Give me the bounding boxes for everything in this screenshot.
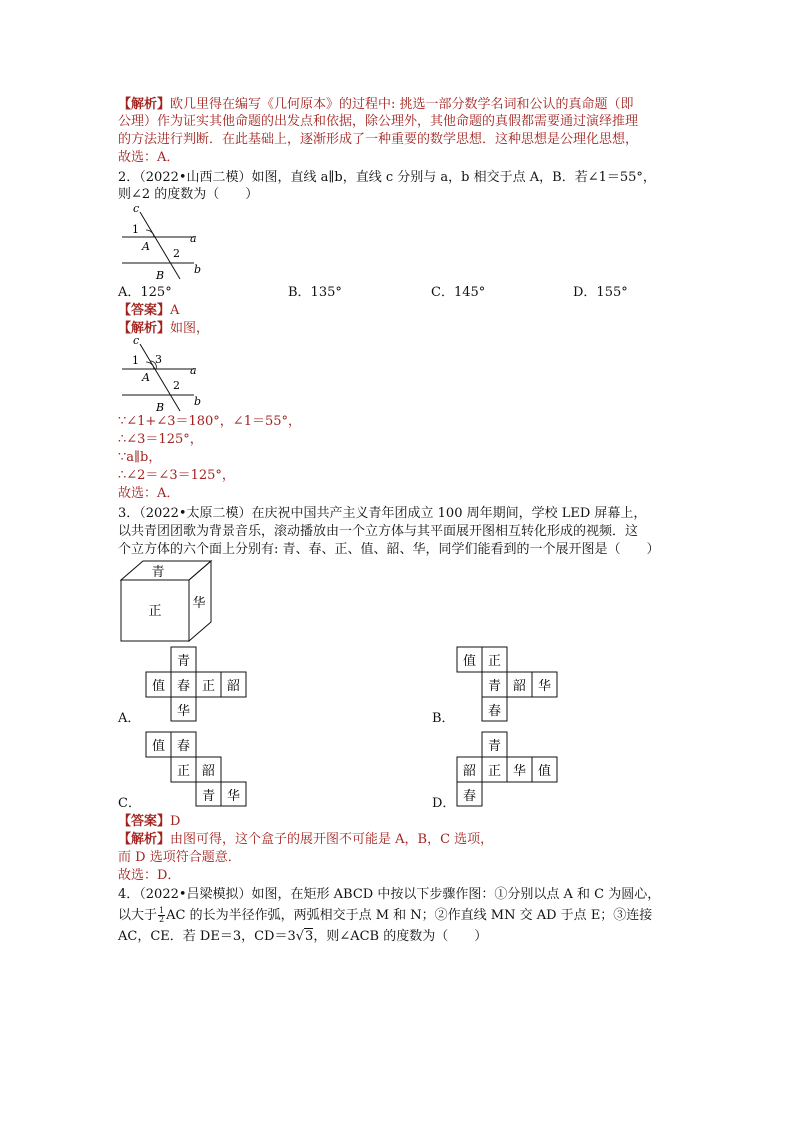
q2-step-2: ∴∠3＝125°，	[118, 432, 203, 447]
net-d-label: D．	[432, 796, 456, 811]
q2-label-2: 2	[173, 247, 180, 260]
net-c	[145, 731, 249, 807]
prev-analysis-line3: 的方法进行判断．在此基础上，逐渐形成了一种重要的数学思想．这种思想是公理化思想，	[118, 132, 639, 147]
q2-figure	[112, 200, 212, 282]
q2-step-1: ∵∠1+∠3＝180°，∠1＝55°，	[118, 414, 302, 429]
net-b	[456, 646, 560, 722]
prev-analysis-line2: 公理）作为证实其他命题的出发点和依据，除公理外，其他命题的真假都需要通过演绎推理	[118, 114, 639, 129]
net-c-label: C．	[118, 796, 141, 811]
net-a	[145, 646, 249, 722]
q2a-label-A: A	[142, 371, 150, 384]
net-c-cell: 值	[151, 739, 166, 754]
q3-stem-line2: 以共青团团歌为背景音乐，滚动播放由一个立方体与其平面展开图相互转化形成的视频．这	[118, 524, 639, 539]
net-b-cell: 华	[537, 679, 552, 694]
net-a-label: A．	[118, 711, 141, 726]
q2-option-a: A．125°	[118, 285, 172, 300]
prev-analysis-line4: 故选：A．	[118, 150, 180, 165]
q2-label-b: b	[194, 263, 202, 276]
q2a-label-3: 3	[155, 353, 162, 366]
fraction-one-half: $\frac{1}{2}$	[159, 906, 165, 924]
q3-analysis-line1: 【解析】由图可得，这个盒子的展开图不可能是 A，B，C 选项，	[118, 832, 494, 847]
net-a-cell: 春	[176, 679, 191, 694]
q2-label-B: B	[156, 269, 165, 282]
net-d-cell: 值	[537, 764, 552, 779]
q2-analysis-figure	[112, 333, 212, 415]
net-a-cell: 韶	[226, 679, 241, 694]
q2-stem-line2: 则∠2 的度数为（ ）	[118, 187, 259, 202]
q2-answer: 【答案】A	[118, 303, 180, 318]
q2-label-a: a	[190, 232, 197, 245]
net-b-cell: 春	[487, 704, 502, 719]
net-a-cell: 华	[176, 704, 191, 719]
q3-stem-line3: 个立方体的六个面上分别有: 青、春、正、值、韶、华，同学们能看到的一个展开图是（ ）	[118, 542, 660, 557]
net-b-cell: 值	[462, 654, 477, 669]
q2a-label-a: a	[190, 364, 197, 377]
net-d-cell: 华	[512, 764, 527, 779]
sqrt-symbol: √	[295, 929, 305, 944]
net-d-cell: 韶	[462, 764, 477, 779]
q2a-label-B: B	[156, 401, 165, 414]
q3-stem-line1: 3．（2022•太原二模）在庆祝中国共产主义青年团成立 100 周年期间，学校 LED 屏幕上，	[118, 506, 647, 521]
prev-analysis-line1: 【解析】欧几里得在编写《几何原本》的过程中: 挑选一部分数学名词和公认的真命题（即	[118, 97, 634, 112]
q2-option-b: B．135°	[288, 285, 342, 300]
q2a-label-b: b	[194, 395, 202, 408]
q2-stem-line1: 2．（2022•山西二模）如图，直线 a∥b，直线 c 分别与 a，b 相交于点 A，B．若∠1＝55°，	[118, 170, 656, 185]
q3-analysis-line2: 而 D 选项符合题意．	[118, 850, 241, 865]
net-d-cell: 青	[487, 739, 502, 754]
q2-option-d: D．155°	[573, 285, 628, 300]
net-c-cell: 春	[176, 739, 191, 754]
q3-answer: 【答案】D	[118, 814, 181, 829]
q2-label-A: A	[142, 240, 150, 253]
net-d	[456, 731, 560, 807]
net-a-cell: 青	[176, 654, 191, 669]
cube-front-char: 正	[148, 604, 162, 619]
q3-analysis-line3: 故选：D．	[118, 868, 181, 883]
net-d-cell: 春	[462, 789, 477, 804]
net-c-cell: 正	[176, 764, 191, 779]
q2-step-3: ∵a∥b，	[118, 450, 162, 465]
q2-option-c: C．145°	[431, 285, 486, 300]
q2a-label-c: c	[133, 334, 140, 347]
q4-stem-line3: AC，CE．若 DE＝3，CD＝3√3，则∠ACB 的度数为（ ）	[118, 929, 488, 944]
net-c-cell: 青	[201, 789, 216, 804]
q2a-label-2: 2	[173, 379, 180, 392]
q2-analysis-intro: 【解析】如图，	[118, 321, 210, 336]
net-a-cell: 值	[151, 679, 166, 694]
q4-stem-line2: 以大于 $\frac{1}{2}$ AC 的长为半径作弧，两弧相交于点 M 和 N；②作直线 MN 交 AD 于点 E；③连接	[118, 906, 653, 924]
net-a-cell: 正	[201, 679, 216, 694]
net-b-cell: 青	[487, 679, 502, 694]
q2-step-4: ∴∠2＝∠3＝125°，	[118, 468, 235, 483]
q2-label-1: 1	[132, 223, 139, 236]
cube-right-char: 华	[192, 596, 206, 611]
q2-label-c: c	[133, 202, 140, 215]
q3-cube-figure	[118, 558, 218, 644]
net-b-cell: 正	[487, 654, 502, 669]
net-d-cell: 正	[487, 764, 502, 779]
net-c-cell: 华	[226, 789, 241, 804]
net-c-cell: 韶	[201, 764, 216, 779]
cube-top-char: 青	[151, 565, 165, 580]
net-b-label: B．	[432, 711, 455, 726]
net-b-cell: 韶	[512, 679, 527, 694]
q2a-label-1: 1	[132, 354, 139, 367]
q4-stem-line1: 4．（2022•吕梁模拟）如图，在矩形 ABCD 中按以下步骤作图：①分别以点 A 和 C 为圆心，	[118, 887, 661, 902]
q2-step-5: 故选：A．	[118, 486, 180, 501]
